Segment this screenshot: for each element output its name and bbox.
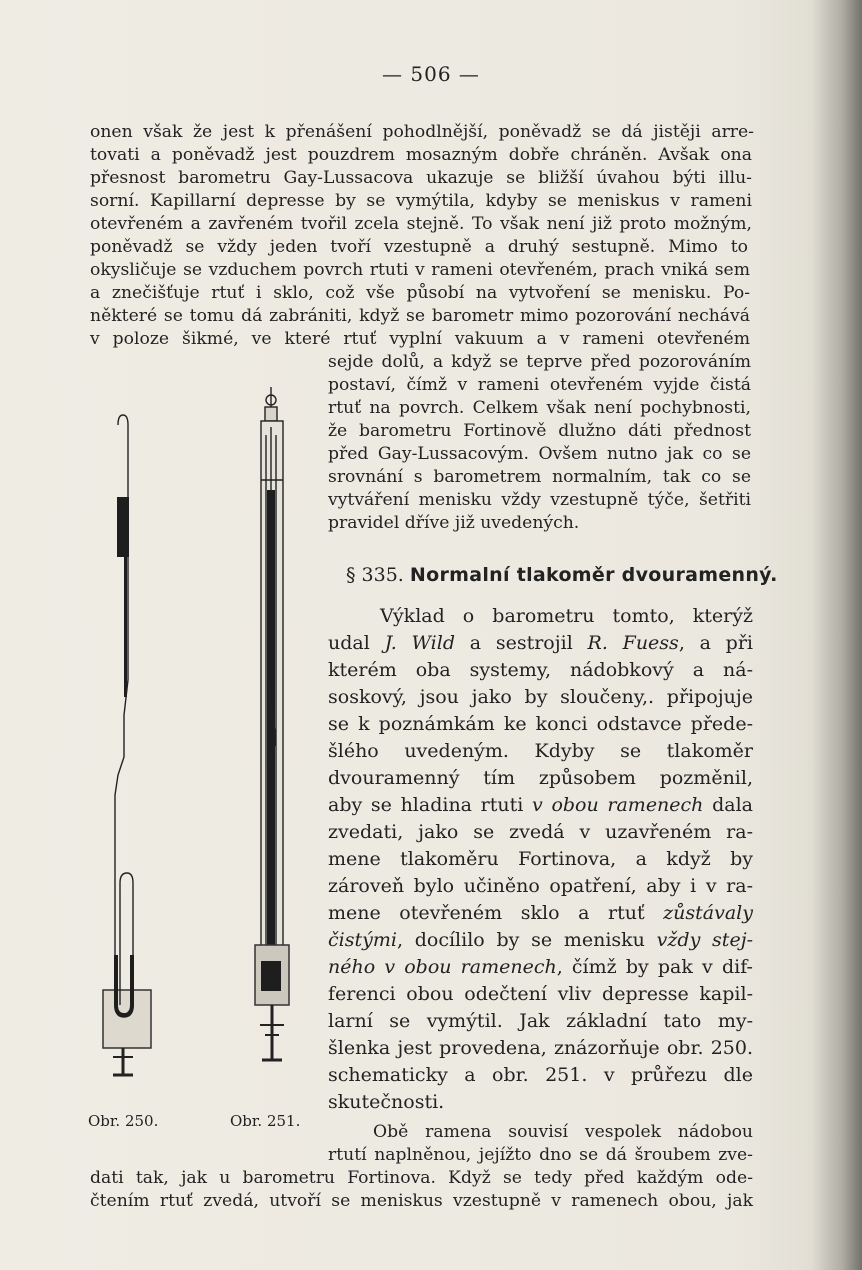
text-line: dati tak, jak u barometru Fortinova. Když se tedy před každým ode- [90, 1168, 753, 1188]
text-line: skutečnosti. [328, 1091, 445, 1113]
caption-fig250: Obr. 250. [88, 1112, 159, 1130]
text-line: že barometru Fortinově dlužno dáti přednost [328, 421, 751, 441]
barometer-figures [95, 385, 300, 1099]
text-line: soskový, jsou jako by sloučeny,. připojuje [328, 686, 753, 708]
text-line: rtuť na povrch. Celkem však není pochybnosti, [328, 398, 751, 418]
fig250-barometer-icon [103, 415, 151, 1075]
text-line: šlenka jest provedena, znázorňuje obr. 250. [328, 1037, 753, 1059]
caption-fig251: Obr. 251. [230, 1112, 301, 1130]
text-line: ferenci obou odečtení vliv depresse kapil- [328, 983, 753, 1005]
text-line: a znečišťuje rtuť i sklo, což vše působí na vytvoření se menisku. Po- [90, 283, 750, 303]
text-line: čistými, docílilo by se menisku vždy stej- [328, 929, 753, 951]
text-line: sorní. Kapillarní depresse by se vymýtila, kdyby se meniskus v rameni [90, 191, 752, 211]
text-line: rtutí naplněnou, jejížto dno se dá šroubem zve- [328, 1145, 753, 1165]
text-line: před Gay-Lussacovým. Ovšem nutno jak co se [328, 444, 751, 464]
text-line: okysličuje se vzduchem povrch rtuti v rameni otevřeném, prach vniká sem [90, 260, 750, 280]
section-title: Normalní tlakoměr dvouramenný. [409, 564, 778, 586]
text-line: mene otevřeném sklo a rtuť zůstávaly [328, 902, 753, 924]
text-line: přesnost barometru Gay-Lussacova ukazuje se bližší úvahou býti illu- [90, 168, 752, 188]
text-line: v poloze šikmé, ve které rtuť vyplní vakuum a v rameni otevřeném [90, 329, 750, 349]
text-line: otevřeném a zavřeném tvořil zcela stejně. To však není již proto možným, [90, 214, 752, 234]
text-line: schematicky a obr. 251. v průřezu dle [328, 1064, 753, 1086]
text-line: čtením rtuť zvedá, utvoří se meniskus vzestupně v ramenech obou, jak [90, 1191, 753, 1211]
text-line: udal J. Wild a sestrojil R. Fuess, a při [328, 632, 753, 654]
fig251-barometer-icon [255, 387, 289, 1060]
section-heading [346, 564, 778, 586]
text-line: sejde dolů, a když se teprve před pozorováním [328, 352, 751, 372]
text-line: onen však že jest k přenášení pohodlnější, poněvadž se dá jistěji arre- [90, 122, 754, 142]
text-line: některé se tomu dá zabrániti, když se barometr mimo pozorování nechává [90, 306, 750, 326]
text-line: Výklad o barometru tomto, kterýž [380, 605, 753, 627]
page-binding-shadow [812, 0, 862, 1270]
text-line: mene tlakoměru Fortinova, a když by [328, 848, 753, 870]
text-line: dvouramenný tím způsobem pozměnil, [328, 767, 753, 789]
section-number: § 335. [346, 564, 404, 586]
text-line: vytváření menisku vždy vzestupně týče, šetřiti [328, 490, 751, 510]
text-line: ného v obou ramenech, čímž by pak v dif- [328, 956, 753, 978]
text-line: zároveň bylo učiněno opatření, aby i v ra- [328, 875, 753, 897]
text-line: pravidel dříve již uvedených. [328, 513, 580, 533]
text-line: poněvadž se vždy jeden tvoří vzestupně a druhý sestupně. Mimo to [90, 237, 748, 257]
text-line: kterém oba systemy, nádobkový a ná- [328, 659, 753, 681]
text-line: srovnání s barometrem normalním, tak co se [328, 467, 751, 487]
text-line: aby se hladina rtuti v obou ramenech dala [328, 794, 753, 816]
text-line: se k poznámkám ke konci odstavce přede- [328, 713, 753, 735]
text-line: larní se vymýtil. Jak základní tato my- [328, 1010, 753, 1032]
text-line: postaví, čímž v rameni otevřeném vyjde čistá [328, 375, 751, 395]
page-number: — 506 — [382, 62, 480, 86]
text-line: tovati a poněvadž jest pouzdrem mosazným dobře chráněn. Avšak ona [90, 145, 752, 165]
text-line: zvedati, jako se zvedá v uzavřeném ra- [328, 821, 753, 843]
text-line: šlého uvedeným. Kdyby se tlakoměr [328, 740, 753, 762]
text-line: Obě ramena souvisí vespolek nádobou [373, 1122, 753, 1142]
